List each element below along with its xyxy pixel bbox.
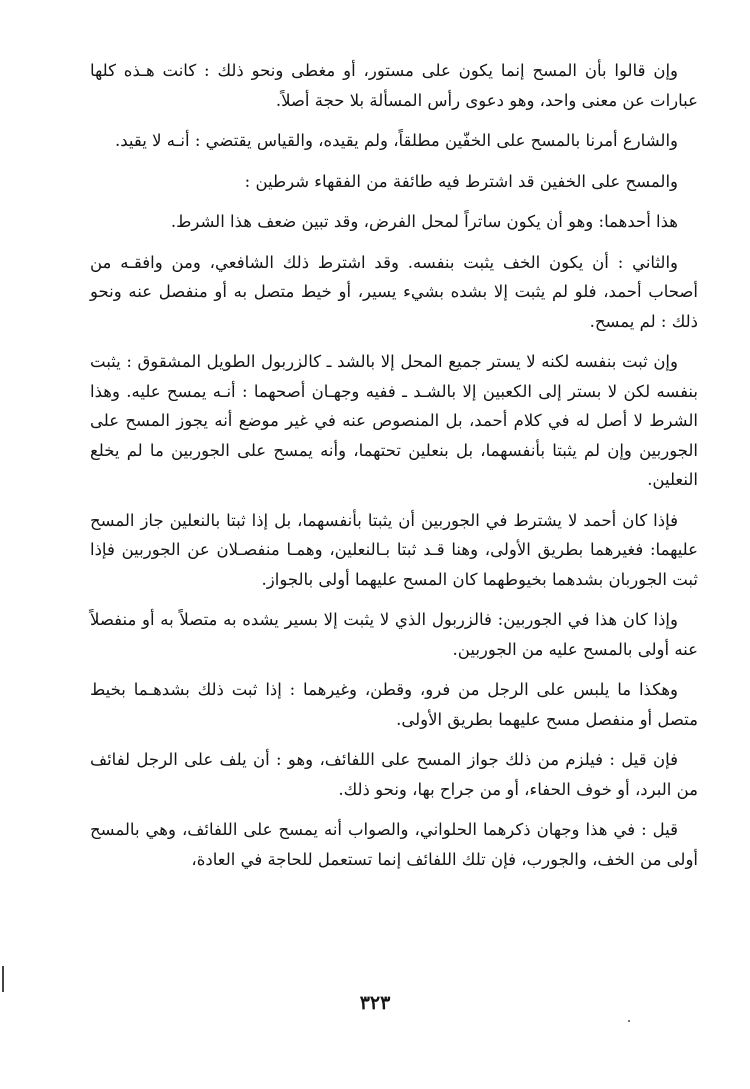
scan-edge-mark [2,966,4,992]
paragraph: والثاني : أن يكون الخف يثبت بنفسه. وقد اشترط ذلك الشافعي، ومن وافقـه من أصحاب أحمد، فلو لم يثبت إلا بشده بشيء يسير، أو خيط متصل به أو منفصل عنه ونحو ذلك : لم يمسح. [90,252,698,331]
paragraph: فإن قيل : فيلزم من ذلك جواز المسح على اللفائف، وهو : أن يلف على الرجل لفائف من البرد، أو خوف الحفاء، أو من جراح بها، ونحو ذلك. [90,750,698,799]
paragraph: وإذا كان هذا في الجوربين: فالزربول الذي لا يثبت إلا بسير يشده به متصلاً به أو منفصلاً عنه أولى بالمسح عليه من الجوربين. [90,610,698,659]
paragraph: فإذا كان أحمد لا يشترط في الجوربين أن يثبتا بأنفسهما، بل إذا ثبتا بالنعلين جاز المسح عليهما: فغيرهما بطريق الأولى، وهنا قـد ثبتا بـالنعلين، وهمـا منفصـلان عن الجوربين فإذا ثبت الجوربان بشدهما بخيوطهما كان المسح عليهما أولى بالجواز. [90,510,698,589]
paragraph: والمسح على الخفين قد اشترط فيه طائفة من الفقهاء شرطين : [244,171,678,191]
paragraph: وإن ثبت بنفسه لكنه لا يستر جميع المحل إلا بالشد ـ كالزربول الطويل المشقوق : يثبت بنفسه لكن لا بستر إلى الكعبين إلا بالشـد ـ ففيه وجهـان أصحهما : أنـه يمسح عليه. وهذا الشرط لا أصل له في كلام أحمد، بل المنصوص عنه في غير موضع أنه يجوز المسح على الجوربين وإن لم يثبتا بأنفسهما، بل بنعلين تحتهما، وأنه يمسح على الجوربين ما لم يخلع النعلين. [90,352,698,489]
paragraph: وهكذا ما يلبس على الرجل من فرو، وقطن، وغيرهما : إذا ثبت ذلك بشدهـما بخيط متصل أو منفصل مسح عليهما بطريق الأولى. [90,680,698,729]
page-number: ٣٢٣ [359,992,391,1014]
scan-speck [628,1020,630,1022]
paragraph: هذا أحدهما: وهو أن يكون ساتراً لمحل الفرض، وقد تبين ضعف هذا الشرط. [170,212,678,231]
paragraph: وإن قالوا بأن المسح إنما يكون على مستور، أو مغطى ونحو ذلك : كانت هـذه كلها عبارات عن معنى واحد، وهو دعوى رأس المسألة بلا حجة أصلاً. [90,61,698,110]
paragraph: والشارع أمرنا بالمسح على الخفّين مطلقاً، ولم يقيده، والقياس يقتضي : أنـه لا يقيد. [115,131,678,150]
page-body [90,56,698,885]
paragraph: قيل : في هذا وجهان ذكرهما الحلواني، والصواب أنه يمسح على اللفائف، وهي بالمسح أولى من الخف، والجورب، فإن تلك اللفائف إنما تستعمل للحاجة في العادة، [90,820,698,869]
